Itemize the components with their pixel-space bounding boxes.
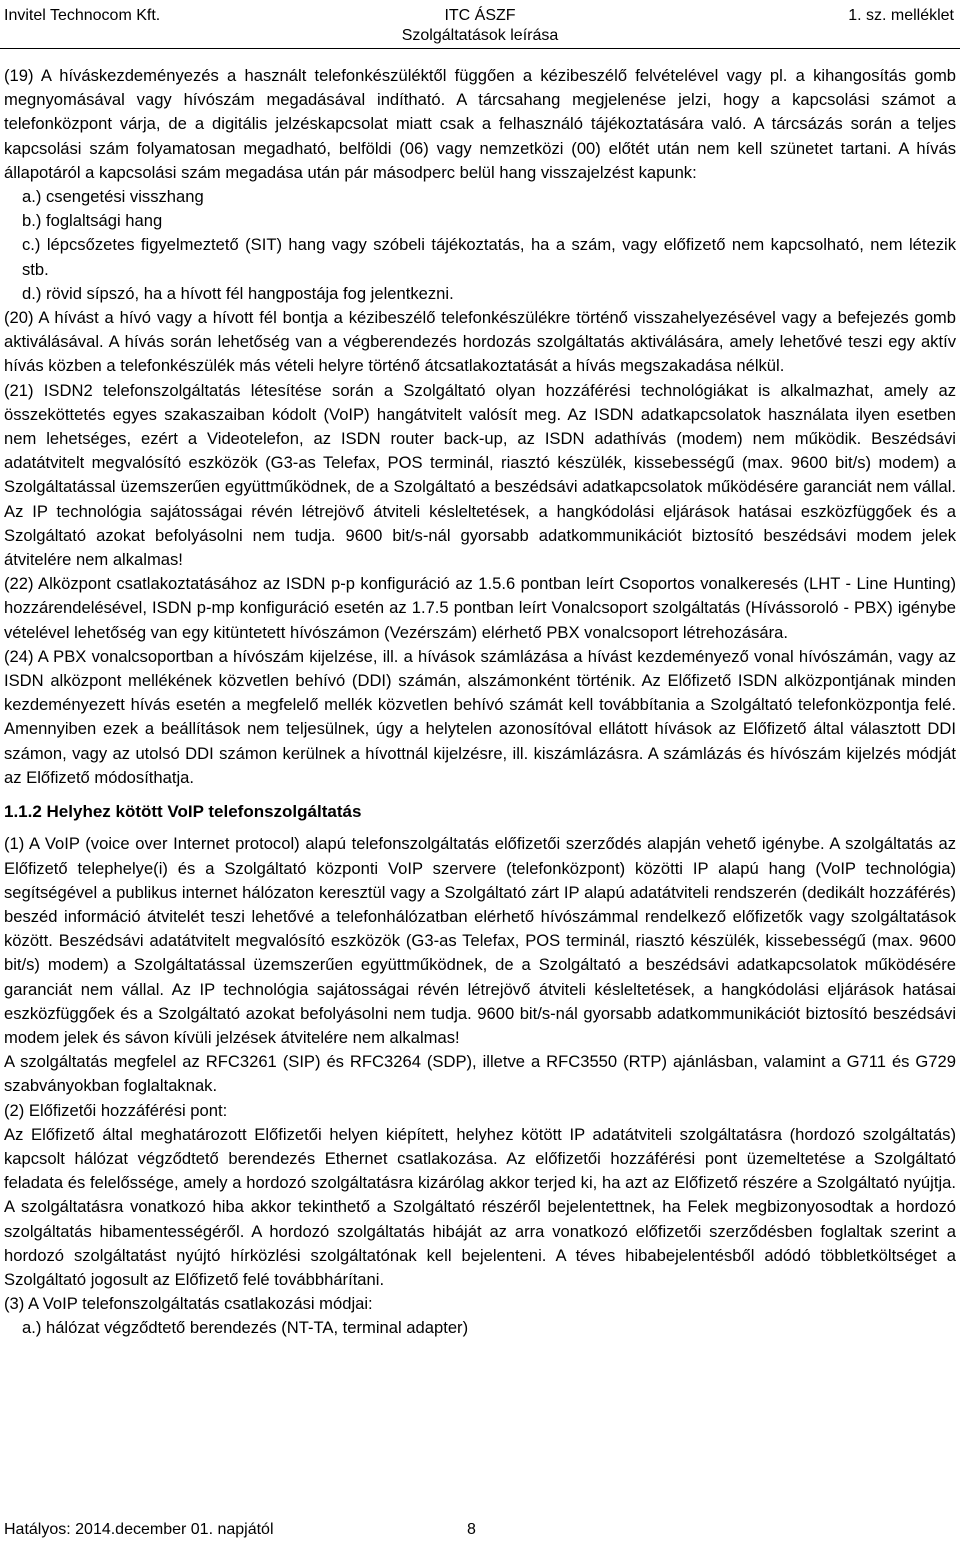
section-paragraph-1: (1) A VoIP (voice over Internet protocol) alapú telefonszolgáltatás előfizetői szerződés alapján vehető igénybe. A szolgáltatás az Előfizető telephelye(i) és a Szolgáltató központi VoIP szervere (telefonközpont) közötti IP alapú hang (VoIP technológia) segítségével a publikus internet hálózaton keresztül vagy a Szolgáltató zárt IP alapú adatátviteli rendszerén (dedikált hozzáférés) beszéd információ átvitelét teszi lehetővé a telefonhálózatban elérhető hívószámmal rendelkező előfizetők vagy szolgáltatások között. Beszédsávi adatátvitelt megvalósító eszközök (G3-as Telefax, POS terminál, riasztó készülék, kissebességű (max. 9600 bit/s) modem) a Szolgáltatással üzemszerűen együttműködnek, de a Szolgáltató a beszédsávi adatkapcsolatok működésére garanciát nem vállal. Az IP technológia sajátosságai révén létrejövő átviteli késleltetések, a hangkódolási eljárások hatásai eszközfüggőek és a Szolgáltató azokat befolyásolni nem tudja. 9600 bit/s-nál gyorsabb adatkommunikációt biztosító beszédsávi modem jelek és sávon kívüli jelzések átvitelére nem alkalmas! [4,834,956,1047]
paragraph-21: (21) ISDN2 telefonszolgáltatás létesítése során a Szolgáltató olyan hozzáférési technológiákat is alkalmazhat, amely az összeköttetés egyes szakaszaiban kódolt (VoIP) hangátvitelt valósít meg. Az ISDN adatkapcsolatok használata ilyen esetben nem lehetséges, ezért a Videotelefon, az ISDN router back-up, az ISDN adathívás (modem) nem működik. Beszédsávi adatátvitelt megvalósító eszközök (G3-as Telefax, POS terminál, riasztó készülék, kissebességű (max. 9600 bit/s) modem) a Szolgáltatással üzemszerűen együttműködnek, de a Szolgáltató a beszédsávi adatkapcsolatok működésére garanciát nem vállal. Az IP technológia sajátosságai révén létrejövő átviteli késleltetések, a hangkódolási eljárások hatásai eszközfüggőek és a Szolgáltató azokat befolyásolni nem tudja. 9600 bit/s-nál gyorsabb adatkommunikációt biztosító beszédsávi modem jelek átvitelére nem alkalmas! [4,380,956,570]
section-3-title: (3) A VoIP telefonszolgáltatás csatlakozási módjai: [4,1294,373,1314]
header-title-line2: Szolgáltatások leírása [401,27,559,44]
section-heading: 1.1.2 Helyhez kötött VoIP telefonszolgáltatás [4,802,362,822]
paragraph-24: (24) A PBX vonalcsoportban a hívószám kijelzése, ill. a hívások számlázása a hívást kezdeményező vonal hívószámán, vagy az ISDN alközpont mellékének közvetlen behívó (DDI) számán, alszámonként történik. Az Előfizető ISDN alközpontjának minden kezdeményezett hívás esetén a megfelelő mellék közvetlen behívó számát kell továbbítania a Szolgáltató telefonközpontja felé. Amennyiben ezek a beállítások nem teljesülnek, úgy a helytelen azonosítóval ellátott hívások az Előfizető által választott DDI számon, vagy az utolsó DDI számon kerülnek a hívottnál kijelzésre, ill. kiszámlázásra. A számlázás és hívószám kijelzés módját az Előfizető módosíthatja. [4,646,956,787]
list-item-d: d.) rövid sípszó, ha a hívott fél hangpostája fog jelentkezni. [22,283,454,303]
section-2-title: (2) Előfizetői hozzáférési pont: [4,1100,228,1120]
list-item-b: b.) foglaltsági hang [22,211,163,231]
paragraph-19: (19) A híváskezdeményezés a használt telefonkészüléktől függően a kézibeszélő felvételével vagy pl. a kihangosítás gomb megnyomásával vagy hívószám megadásával indítható. A tárcsahang megjelenése jelzi, hogy a kapcsolási számot a telefonközpont várja, de a digitális jelzéskapcsolat miatt csak a felhasználó tájékoztatására való. A tárcsázás során a teljes kapcsolási szám folyamatosan megadható, belföldi (06) vagy nemzetközi (00) előtét után nem kell szünetet tartani. A hívás állapotáról a kapcsolási szám megadása után pár másodperc belül hang visszajelzést kapunk: [4,66,956,182]
section-paragraph-1b: A szolgáltatás megfelel az RFC3261 (SIP) és RFC3264 (SDP), illetve a RFC3550 (RTP) ajánlásban, valamint a G711 és G729 szabványokban foglaltaknak. [4,1052,956,1096]
section-paragraph-2: Az Előfizető által meghatározott Előfizetői helyen kiépített, helyhez kötött IP adatátviteli szolgáltatásra (hordozó szolgáltatás) kapcsolt hálózat végződtető berendezés Ethernet csatlakozása. Az előfizetői hozzáférési pont üzemeltetése a Szolgáltató feladata és felelőssége, amely a hordozó szolgáltatásra kizárólag akkor terjed ki, ha azt az Előfizető részére a Szolgáltató nyújtja. A szolgáltatásra vonatkozó hiba akkor tekinthető a Szolgáltató részéről bejelentettnek, ha Felek megbizonyosodtak a hordozó szolgáltatás hibamentességéről. A hordozó szolgáltatás hibáját az arra vonatkozó előfizetői szerződésben foglaltak szerint a hordozó szolgáltatást nyújtó hírközlési szolgáltatónak kell bejelenteni. A téves hibabejelentésből adódó többletköltséget a Szolgáltató jogosult az Előfizető felé továbbhárítani. [4,1124,956,1289]
header-annex: 1. sz. melléklet [848,7,954,24]
header-company: Invitel Technocom Kft. [4,7,161,24]
paragraph-22: (22) Alközpont csatlakoztatásához az ISDN p-p konfiguráció az 1.5.6 pontban leírt Csoportos vonalkeresés (LHT - Line Hunting) hozzárendelésével, ISDN p-mp konfiguráció esetén az 1.7.5 pontban leírt Vonalcsoport szolgáltatás (Hívássoroló - PBX) igénybe vételével lehetőség van egy kitüntetett hívószámon (Vezérszám) elérhető PBX vonalcsoport létrehozására. [4,574,956,642]
document-body [4,64,956,1341]
page-header [0,4,960,49]
list-item-a: a.) csengetési visszhang [22,187,204,207]
header-title-line1: ITC ÁSZF [444,7,516,24]
footer-effective-date: Hatályos: 2014.december 01. napjától [4,1521,274,1538]
section-3-item-a: a.) hálózat végződtető berendezés (NT-TA, terminal adapter) [22,1318,469,1338]
page-number: 8 [467,1521,476,1538]
paragraph-20: (20) A hívást a hívó vagy a hívott fél bontja a kézibeszélő telefonkészülékre történő visszahelyezésével vagy a befejezés gomb aktiválásával. A hívás során lehetőség van a végberendezés hordozás szolgáltatás aktiválására, amely lehetővé teszi egy aktív hívás közben a telefonkészülék más vételi helyre történő átcsatlakoztatását a hívás megszakadása nélkül. [4,308,956,376]
header-document-title [380,6,580,46]
page-footer [4,1520,604,1540]
list-item-c: c.) lépcsőzetes figyelmeztető (SIT) hang vagy szóbeli tájékoztatás, ha a szám, vagy előfizető nem kapcsolható, nem létezik stb. [22,235,956,279]
